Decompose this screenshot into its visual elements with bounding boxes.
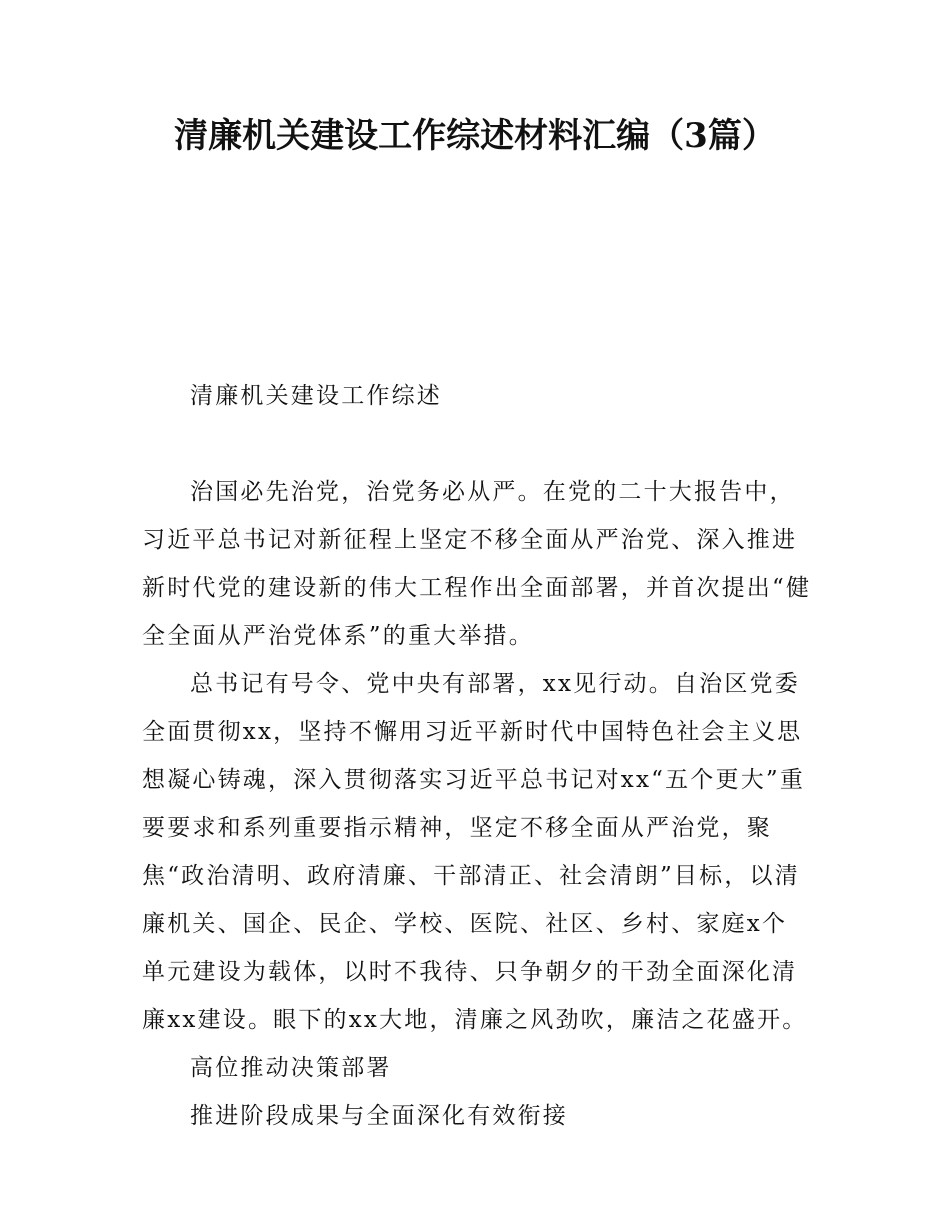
subheading: 推进阶段成果与全面深化有效衔接 (190, 1103, 568, 1129)
paragraph: 总书记有号令、党中央有部署，xx见行动。自治区党委全面贯彻xx，坚持不懈用习近平新时代中国特色社会主义思想凝心铸魂，深入贯彻落实习近平总书记对xx“五个更大”重要要求和系列重要指示精神，坚定不移全面从严治党，聚焦“政治清明、政府清廉、干部清正、社会清朗”目标，以清廉机关、国企、民企、学校、医院、社区、乡村、家庭x个单元建设为载体，以时不我待、只争朝夕的干劲全面深化清廉xx建设。眼下的xx大地，清廉之风劲吹，廉洁之花盛开。 (142, 671, 808, 1033)
subheading: 高位推动决策部署 (190, 1055, 392, 1081)
document-body (142, 372, 812, 1140)
paragraph: 治国必先治党，治党务必从严。在党的二十大报告中，习近平总书记对新征程上坚定不移全面从严治党、深入推进新时代党的建设新的伟大工程作出全面部署，并首次提出“健全全面从严治党体系”的重大举措。 (142, 479, 812, 649)
section-heading: 清廉机关建设工作综述 (190, 383, 442, 409)
document-title: 清廉机关建设工作综述材料汇编（3篇） (174, 116, 776, 156)
